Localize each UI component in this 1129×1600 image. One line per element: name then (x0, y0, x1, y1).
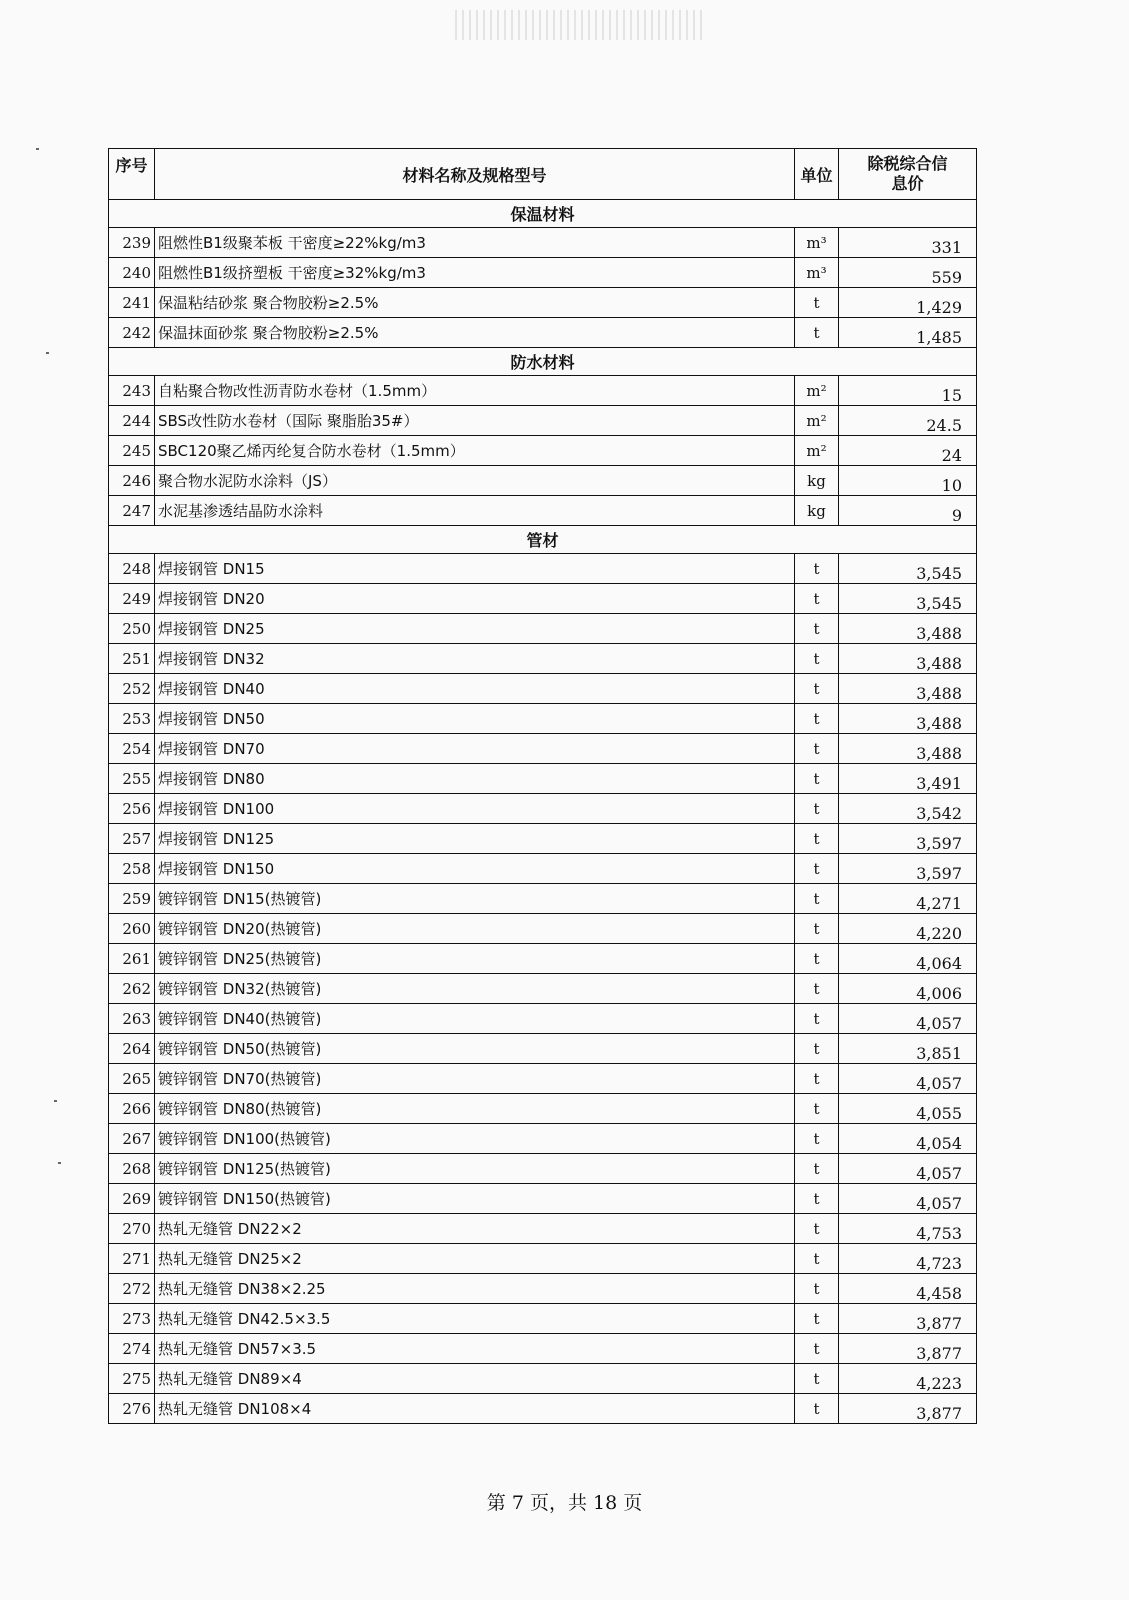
table-row (109, 1154, 977, 1184)
table-row (109, 704, 977, 734)
unit: t (795, 824, 839, 854)
row-number: 262 (109, 974, 155, 1004)
scan-speck (46, 352, 49, 354)
material-name: 保温粘结砂浆 聚合物胶粉≥2.5% (155, 288, 795, 318)
row-number: 259 (109, 884, 155, 914)
price-table-container (108, 148, 976, 1424)
price: 3,488 (839, 704, 977, 734)
scan-speck (54, 1100, 57, 1102)
row-number: 243 (109, 376, 155, 406)
table-row (109, 1184, 977, 1214)
material-name: 焊接钢管 DN20 (155, 584, 795, 614)
material-name: 热轧无缝管 DN22×2 (155, 1214, 795, 1244)
unit: t (795, 704, 839, 734)
price: 4,057 (839, 1004, 977, 1034)
unit: t (795, 794, 839, 824)
row-number: 247 (109, 496, 155, 526)
scan-artifact (455, 10, 705, 40)
unit: t (795, 974, 839, 1004)
price: 4,220 (839, 914, 977, 944)
row-number: 248 (109, 554, 155, 584)
row-number: 253 (109, 704, 155, 734)
row-number: 266 (109, 1094, 155, 1124)
price: 3,877 (839, 1394, 977, 1424)
price: 3,491 (839, 764, 977, 794)
header-price (839, 149, 977, 200)
price: 3,488 (839, 674, 977, 704)
price-table (108, 148, 977, 1424)
material-name: 焊接钢管 DN50 (155, 704, 795, 734)
row-number: 241 (109, 288, 155, 318)
row-number: 250 (109, 614, 155, 644)
price: 15 (839, 376, 977, 406)
row-number: 244 (109, 406, 155, 436)
table-row (109, 674, 977, 704)
row-number: 271 (109, 1244, 155, 1274)
price: 3,545 (839, 584, 977, 614)
row-number: 258 (109, 854, 155, 884)
category-label: 管材 (109, 526, 977, 554)
unit: t (795, 914, 839, 944)
unit: t (795, 1124, 839, 1154)
table-row (109, 1214, 977, 1244)
table-header-row (109, 149, 977, 200)
table-row (109, 1304, 977, 1334)
table-row (109, 1364, 977, 1394)
row-number: 239 (109, 228, 155, 258)
unit: t (795, 1244, 839, 1274)
table-row (109, 554, 977, 584)
price: 4,054 (839, 1124, 977, 1154)
row-number: 256 (109, 794, 155, 824)
header-no: 序号 (109, 149, 155, 200)
row-number: 268 (109, 1154, 155, 1184)
price: 24.5 (839, 406, 977, 436)
unit: m² (795, 376, 839, 406)
table-row (109, 854, 977, 884)
material-name: SBC120聚乙烯丙纶复合防水卷材（1.5mm） (155, 436, 795, 466)
row-number: 270 (109, 1214, 155, 1244)
price: 4,055 (839, 1094, 977, 1124)
material-name: 自粘聚合物改性沥青防水卷材（1.5mm） (155, 376, 795, 406)
page-footer: 第 7 页，共 18 页 (486, 1492, 643, 1514)
material-name: 焊接钢管 DN70 (155, 734, 795, 764)
material-name: 镀锌钢管 DN80(热镀管) (155, 1094, 795, 1124)
unit: t (795, 1334, 839, 1364)
row-number: 245 (109, 436, 155, 466)
material-name: 热轧无缝管 DN108×4 (155, 1394, 795, 1424)
unit: m² (795, 406, 839, 436)
category-row (109, 526, 977, 554)
row-number: 254 (109, 734, 155, 764)
unit: kg (795, 496, 839, 526)
row-number: 252 (109, 674, 155, 704)
price: 4,006 (839, 974, 977, 1004)
row-number: 267 (109, 1124, 155, 1154)
table-row (109, 1094, 977, 1124)
price: 3,545 (839, 554, 977, 584)
material-name: 焊接钢管 DN40 (155, 674, 795, 704)
table-row (109, 1244, 977, 1274)
unit: m³ (795, 228, 839, 258)
price: 3,542 (839, 794, 977, 824)
price: 4,057 (839, 1064, 977, 1094)
material-name: 镀锌钢管 DN40(热镀管) (155, 1004, 795, 1034)
table-row (109, 228, 977, 258)
material-name: 热轧无缝管 DN89×4 (155, 1364, 795, 1394)
row-number: 274 (109, 1334, 155, 1364)
material-name: 镀锌钢管 DN150(热镀管) (155, 1184, 795, 1214)
material-name: 热轧无缝管 DN38×2.25 (155, 1274, 795, 1304)
unit: t (795, 644, 839, 674)
row-number: 249 (109, 584, 155, 614)
price: 3,877 (839, 1334, 977, 1364)
unit: t (795, 944, 839, 974)
unit: t (795, 1064, 839, 1094)
unit: t (795, 584, 839, 614)
table-row (109, 376, 977, 406)
row-number: 275 (109, 1364, 155, 1394)
row-number: 263 (109, 1004, 155, 1034)
material-name: 镀锌钢管 DN100(热镀管) (155, 1124, 795, 1154)
header-unit: 单位 (795, 149, 839, 200)
price: 4,057 (839, 1184, 977, 1214)
table-row (109, 288, 977, 318)
table-row (109, 884, 977, 914)
category-label: 防水材料 (109, 348, 977, 376)
price: 1,485 (839, 318, 977, 348)
table-row (109, 318, 977, 348)
material-name: 阻燃性B1级聚苯板 干密度≥22%kg/m3 (155, 228, 795, 258)
category-row (109, 200, 977, 228)
material-name: 焊接钢管 DN125 (155, 824, 795, 854)
price: 3,488 (839, 614, 977, 644)
material-name: 热轧无缝管 DN25×2 (155, 1244, 795, 1274)
price: 4,057 (839, 1154, 977, 1184)
table-row (109, 974, 977, 1004)
row-number: 265 (109, 1064, 155, 1094)
unit: t (795, 674, 839, 704)
price: 4,753 (839, 1214, 977, 1244)
table-row (109, 944, 977, 974)
header-price-label: 除税综合信息价 (867, 154, 948, 193)
table-row (109, 1394, 977, 1424)
material-name: 焊接钢管 DN150 (155, 854, 795, 884)
table-row (109, 1274, 977, 1304)
material-name: 焊接钢管 DN32 (155, 644, 795, 674)
unit: t (795, 1304, 839, 1334)
material-name: 镀锌钢管 DN20(热镀管) (155, 914, 795, 944)
material-name: 焊接钢管 DN15 (155, 554, 795, 584)
unit: t (795, 614, 839, 644)
material-name: 镀锌钢管 DN125(热镀管) (155, 1154, 795, 1184)
unit: t (795, 734, 839, 764)
category-row (109, 348, 977, 376)
unit: kg (795, 466, 839, 496)
price: 3,488 (839, 734, 977, 764)
price: 3,851 (839, 1034, 977, 1064)
material-name: 镀锌钢管 DN25(热镀管) (155, 944, 795, 974)
price: 10 (839, 466, 977, 496)
unit: t (795, 1034, 839, 1064)
table-row (109, 794, 977, 824)
material-name: 保温抹面砂浆 聚合物胶粉≥2.5% (155, 318, 795, 348)
unit: t (795, 1004, 839, 1034)
table-row (109, 734, 977, 764)
row-number: 251 (109, 644, 155, 674)
row-number: 260 (109, 914, 155, 944)
unit: t (795, 1364, 839, 1394)
price: 4,064 (839, 944, 977, 974)
row-number: 272 (109, 1274, 155, 1304)
material-name: 热轧无缝管 DN42.5×3.5 (155, 1304, 795, 1334)
category-label: 保温材料 (109, 200, 977, 228)
unit: t (795, 318, 839, 348)
table-row (109, 824, 977, 854)
table-row (109, 258, 977, 288)
unit: t (795, 1094, 839, 1124)
row-number: 276 (109, 1394, 155, 1424)
material-name: 镀锌钢管 DN15(热镀管) (155, 884, 795, 914)
price: 3,597 (839, 854, 977, 884)
row-number: 240 (109, 258, 155, 288)
row-number: 257 (109, 824, 155, 854)
table-row (109, 466, 977, 496)
unit: t (795, 1154, 839, 1184)
table-row (109, 1034, 977, 1064)
material-name: 镀锌钢管 DN70(热镀管) (155, 1064, 795, 1094)
price: 3,877 (839, 1304, 977, 1334)
scan-speck (58, 1162, 61, 1164)
unit: m³ (795, 258, 839, 288)
table-row (109, 644, 977, 674)
row-number: 242 (109, 318, 155, 348)
material-name: 镀锌钢管 DN32(热镀管) (155, 974, 795, 1004)
unit: t (795, 1274, 839, 1304)
material-name: 镀锌钢管 DN50(热镀管) (155, 1034, 795, 1064)
row-number: 269 (109, 1184, 155, 1214)
price: 1,429 (839, 288, 977, 318)
price: 331 (839, 228, 977, 258)
table-row (109, 1064, 977, 1094)
material-name: 水泥基渗透结晶防水涂料 (155, 496, 795, 526)
row-number: 264 (109, 1034, 155, 1064)
table-row (109, 1334, 977, 1364)
material-name: 聚合物水泥防水涂料（JS） (155, 466, 795, 496)
price: 559 (839, 258, 977, 288)
material-name: 热轧无缝管 DN57×3.5 (155, 1334, 795, 1364)
table-row (109, 436, 977, 466)
material-name: SBS改性防水卷材（国际 聚脂胎35#） (155, 406, 795, 436)
unit: t (795, 288, 839, 318)
price: 9 (839, 496, 977, 526)
unit: t (795, 854, 839, 884)
table-row (109, 614, 977, 644)
price: 4,223 (839, 1364, 977, 1394)
row-number: 246 (109, 466, 155, 496)
material-name: 焊接钢管 DN100 (155, 794, 795, 824)
table-row (109, 584, 977, 614)
price: 4,723 (839, 1244, 977, 1274)
price: 24 (839, 436, 977, 466)
price: 3,488 (839, 644, 977, 674)
unit: t (795, 1184, 839, 1214)
row-number: 261 (109, 944, 155, 974)
unit: t (795, 554, 839, 584)
table-body (109, 200, 977, 1424)
price: 4,271 (839, 884, 977, 914)
unit: m² (795, 436, 839, 466)
row-number: 255 (109, 764, 155, 794)
table-row (109, 496, 977, 526)
material-name: 焊接钢管 DN25 (155, 614, 795, 644)
header-name: 材料名称及规格型号 (155, 149, 795, 200)
table-row (109, 1124, 977, 1154)
unit: t (795, 1214, 839, 1244)
row-number: 273 (109, 1304, 155, 1334)
table-row (109, 764, 977, 794)
scan-speck (36, 148, 39, 150)
material-name: 阻燃性B1级挤塑板 干密度≥32%kg/m3 (155, 258, 795, 288)
unit: t (795, 764, 839, 794)
table-row (109, 914, 977, 944)
unit: t (795, 1394, 839, 1424)
price: 4,458 (839, 1274, 977, 1304)
price: 3,597 (839, 824, 977, 854)
table-row (109, 406, 977, 436)
table-row (109, 1004, 977, 1034)
material-name: 焊接钢管 DN80 (155, 764, 795, 794)
unit: t (795, 884, 839, 914)
